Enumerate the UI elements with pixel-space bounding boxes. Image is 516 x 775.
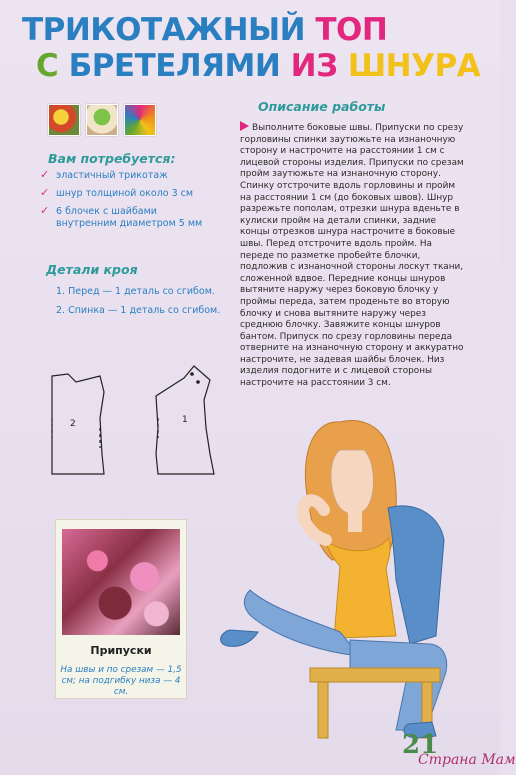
title-word-5: ИЗ bbox=[290, 48, 338, 84]
page-title bbox=[22, 12, 492, 84]
list-item: 1. Перед — 1 деталь со сгибом. bbox=[56, 286, 215, 297]
title-word-4: БРЕТЕЛЯМИ bbox=[68, 48, 281, 84]
allowances-title: Припуски bbox=[90, 644, 152, 657]
description-text: Выполните боковые швы. Припуски по срезу горловины спинки заутюжьте на изнаночную сторону и настрочите на расстоянии 1 см с лицевой стороны изделия. Припуски по срезам пройм заутюжьте на изнаночную сторону. Спинку отстрочите вдоль горловины и пройм на расстоянии 1 см (до боковых швов). Шнур разрежьте пополам, отрезки шнура вденьте в кулиски пройм на детали спинки, задние концы отрезков шнура настрочите в боковые швы. Перед отстрочите вдоль пройм. На переде по разметке пробейте блочки, подложив с изнаночной стороны лоскут ткани, сложенной вдвое. Передние концы шнуров вытяните наружу через боковую блочку у проймы переда, затем проденьте во вторую блочку и снова вытяните наружу через среднюю блочку. Завяжите концы шнуров бантом. Припуск по срезу горловины переда отверните на изнаночную сторону и аккуратно настрочите, не задевая шайбы блочек. Низ изделия подогните и с лицевой стороны настрочите на расстоянии 3 см. bbox=[240, 123, 464, 389]
list-item bbox=[40, 188, 215, 200]
parts-heading: Детали кроя bbox=[46, 262, 138, 277]
parts-list bbox=[56, 286, 226, 324]
material-text: эластичный трикотаж bbox=[56, 170, 168, 181]
allowances-card bbox=[56, 520, 186, 698]
title-word-1: ТРИКОТАЖНЫЙ bbox=[22, 12, 306, 48]
check-icon: ✓ bbox=[40, 186, 50, 199]
thumbnail-fabric-image bbox=[48, 104, 80, 136]
list-item bbox=[40, 206, 206, 230]
materials-heading: Вам потребуется: bbox=[48, 151, 176, 166]
title-word-6: ШНУРА bbox=[347, 48, 481, 84]
thumbnail-cord-image bbox=[124, 104, 156, 136]
material-text: 6 блочек с шайбами внутренним диаметром 5 мм bbox=[56, 206, 203, 229]
back-piece-number: 2 bbox=[70, 419, 76, 429]
title-word-3: С bbox=[36, 48, 59, 84]
check-icon: ✓ bbox=[40, 204, 50, 217]
check-icon: ✓ bbox=[40, 168, 50, 181]
materials-list bbox=[40, 170, 215, 236]
description-heading: Описание работы bbox=[258, 99, 386, 114]
triangle-marker-icon bbox=[240, 121, 249, 131]
back-piece-outline bbox=[52, 374, 104, 474]
material-thumbnails bbox=[48, 104, 156, 136]
list-item bbox=[40, 170, 215, 182]
fabric-photo bbox=[62, 529, 180, 635]
fashion-illustration bbox=[200, 400, 500, 740]
title-word-2: ТОП bbox=[315, 12, 388, 48]
page-number: 21 bbox=[402, 730, 439, 760]
site-watermark: Страна Мам bbox=[418, 752, 516, 768]
allowances-text: На швы и по срезам — 1,5 см; на подгибку низа — 4 см. bbox=[60, 665, 182, 697]
description-text-block bbox=[240, 121, 466, 390]
front-piece-number: 1 bbox=[182, 415, 188, 425]
thumbnail-eyelets-image bbox=[86, 104, 118, 136]
list-item: 2. Спинка — 1 деталь со сгибом. bbox=[56, 305, 221, 316]
material-text: шнур толщиной около 3 см bbox=[56, 188, 194, 199]
